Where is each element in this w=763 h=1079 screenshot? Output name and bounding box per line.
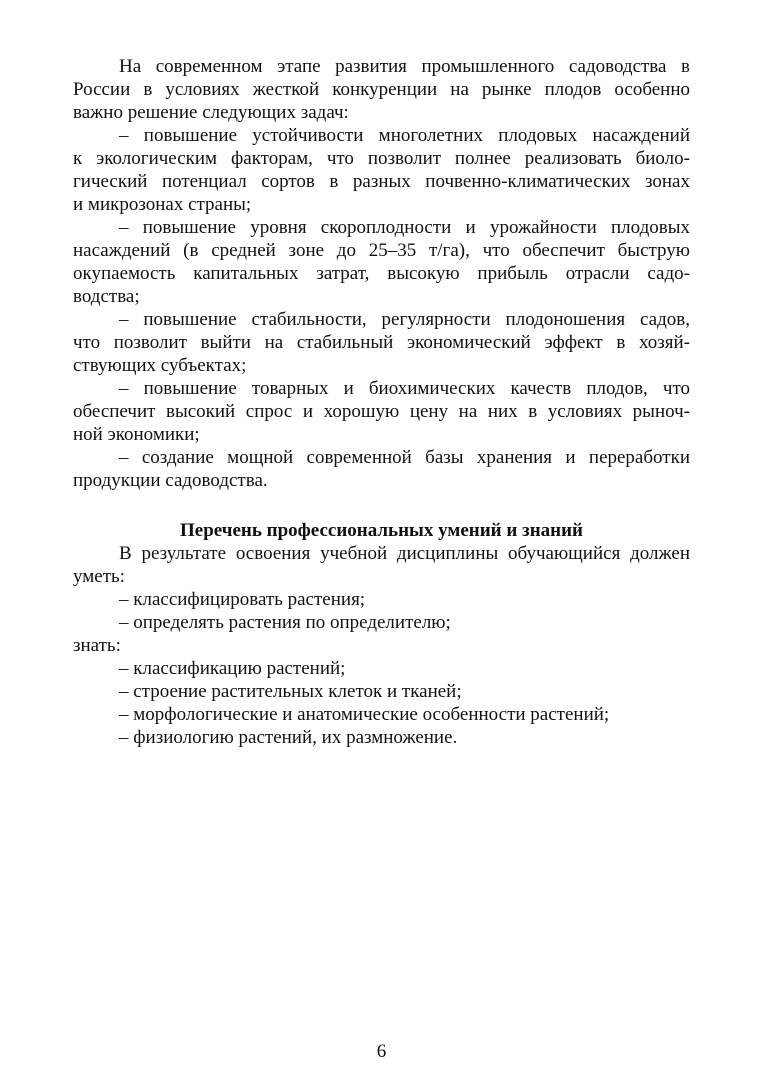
intro-paragraph xyxy=(73,55,690,124)
text-line: к экологическим факторам, что позволит полнее реализовать биоло- xyxy=(73,148,690,169)
text-line: гический потенциал сортов в разных почвенно-климатических зонах xyxy=(73,171,690,192)
text-line: На современном этапе развития промышленного садоводства в xyxy=(119,56,690,77)
task-item xyxy=(73,216,690,308)
list-item: – классифицировать растения; xyxy=(119,589,366,610)
list-item: – классификацию растений; xyxy=(119,658,346,679)
list-item: – физиологию растений, их размножение. xyxy=(119,727,458,748)
text-line: и микрозонах страны; xyxy=(73,194,252,215)
text-line: ной экономики; xyxy=(73,424,200,445)
document-page xyxy=(73,55,690,749)
list-item: – строение растительных клеток и тканей; xyxy=(119,681,462,702)
text-line: ствующих субъектах; xyxy=(73,355,247,376)
text-line: – повышение стабильности, регулярности плодоношения садов, xyxy=(119,309,690,330)
text-line: – повышение товарных и биохимических качеств плодов, что xyxy=(119,378,690,399)
know-label: знать: xyxy=(73,635,121,656)
task-item xyxy=(73,308,690,377)
text-line: – создание мощной современной базы хранения и переработки xyxy=(119,447,690,468)
text-line: России в условиях жесткой конкуренции на рынке плодов особенно xyxy=(73,79,690,100)
text-line: что позволит выйти на стабильный экономический эффект в хозяй- xyxy=(73,332,690,353)
page-number: 6 xyxy=(376,1041,387,1062)
section-intro xyxy=(73,542,690,588)
list-item: – морфологические и анатомические особенности растений; xyxy=(119,704,610,725)
text-line: – повышение устойчивости многолетних плодовых насаждений xyxy=(119,125,690,146)
text-line: В результате освоения учебной дисциплины обучающийся должен xyxy=(119,543,690,564)
text-line: обеспечит высокий спрос и хорошую цену на них в условиях рыноч- xyxy=(73,401,690,422)
text-line: насаждений (в средней зоне до 25–35 т/га), что обеспечит быструю xyxy=(73,240,690,261)
text-line: водства; xyxy=(73,286,140,307)
list-item: – определять растения по определителю; xyxy=(119,612,451,633)
task-item xyxy=(73,124,690,216)
task-item xyxy=(73,446,690,492)
text-line: – повышение уровня скороплодности и урожайности плодовых xyxy=(119,217,690,238)
text-line: уметь: xyxy=(73,566,125,587)
section-spacer xyxy=(73,492,690,519)
text-line: окупаемость капитальных затрат, высокую прибыль отрасли садо- xyxy=(73,263,690,284)
section-heading: Перечень профессиональных умений и знаний xyxy=(180,520,583,541)
skills-list xyxy=(73,588,690,634)
text-line: продукции садоводства. xyxy=(73,470,268,491)
knowledge-list xyxy=(73,657,690,749)
text-line: важно решение следующих задач: xyxy=(73,102,349,123)
task-item xyxy=(73,377,690,446)
